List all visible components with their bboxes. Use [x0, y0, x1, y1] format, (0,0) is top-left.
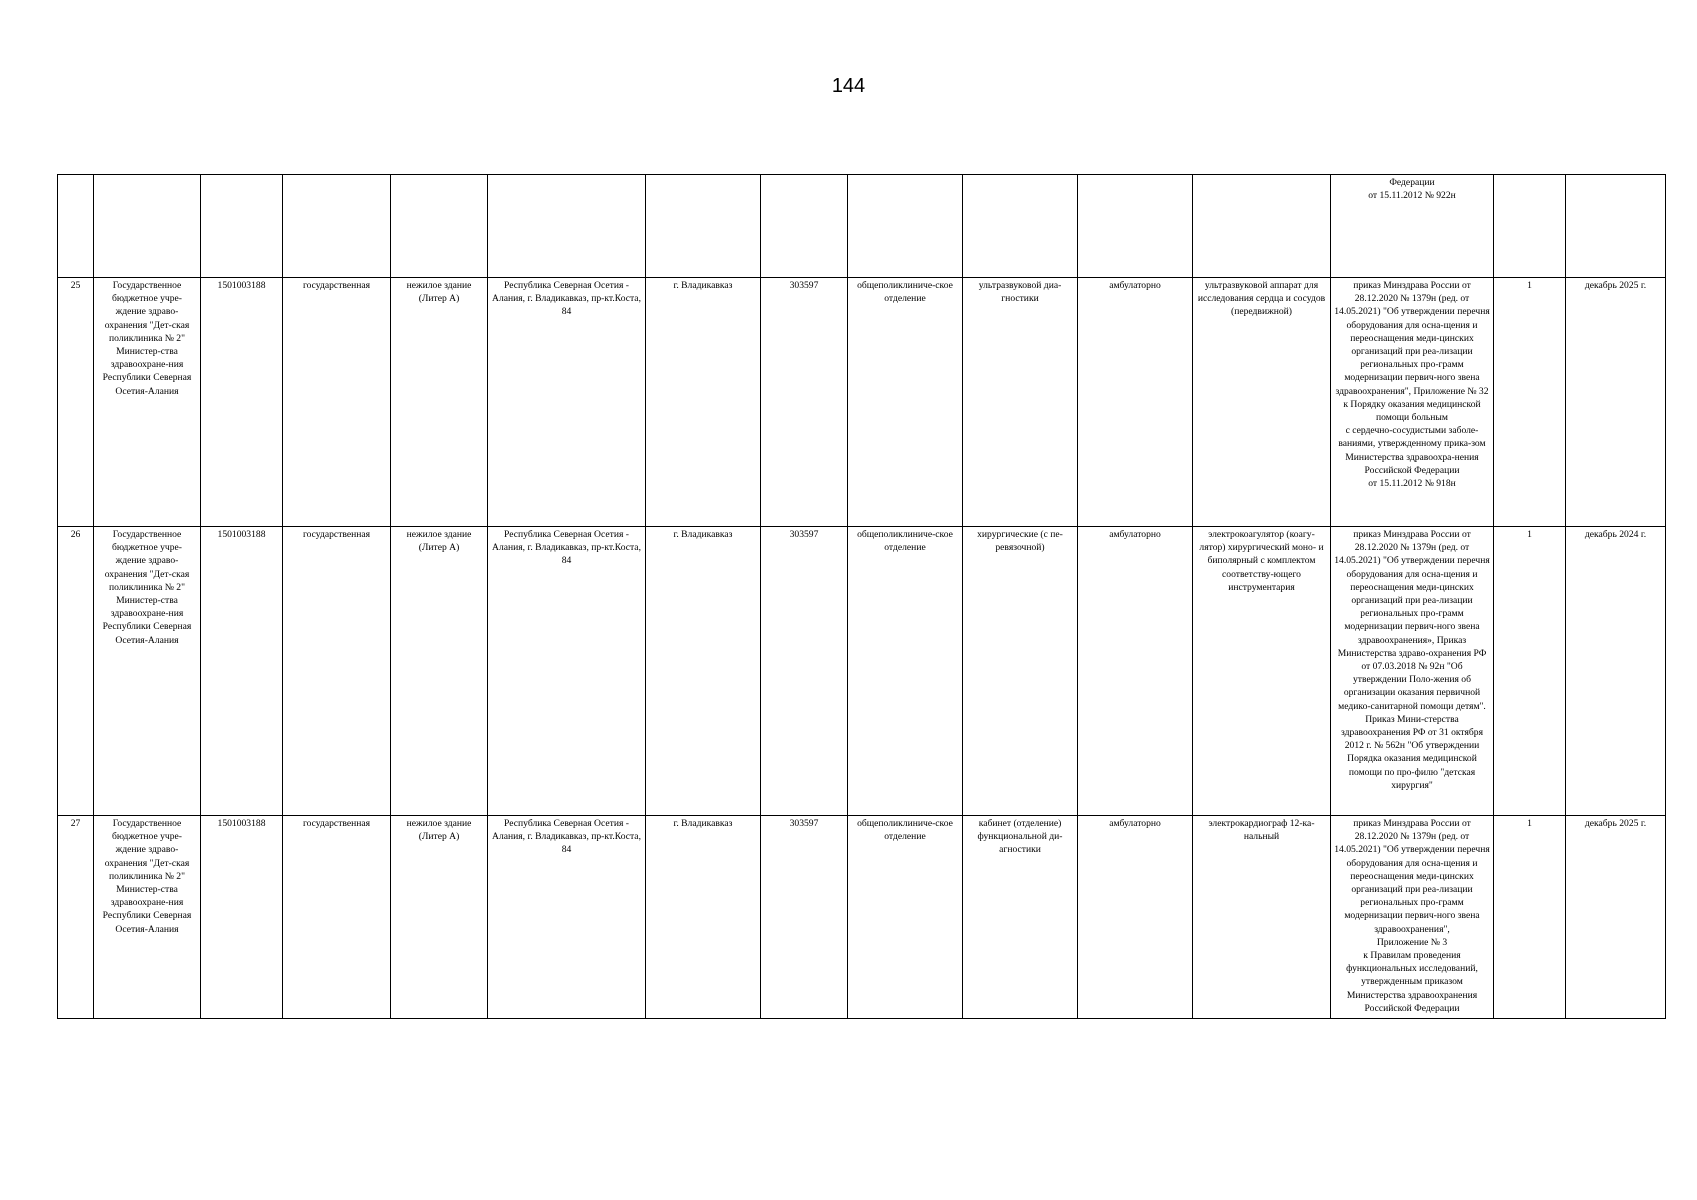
cell-department: общеполиклиниче-ское отделение	[848, 278, 963, 527]
cell-organization: Государственное бюджетное учре-ждение здраво-охранения "Дет-ская поликлиника № 2" Министер-ства здравоохране-ния Республики Северная Осетия-Алания	[94, 816, 201, 1019]
cell-building: нежилое здание (Литер А)	[391, 527, 488, 816]
cell-ownership: государственная	[283, 527, 391, 816]
cell-date	[1566, 175, 1666, 278]
cell-quantity: 1	[1494, 278, 1566, 527]
cell-inn: 1501003188	[201, 816, 283, 1019]
cell-date: декабрь 2024 г.	[1566, 527, 1666, 816]
cell-ownership: государственная	[283, 816, 391, 1019]
cell-inn	[201, 175, 283, 278]
cell-num: 27	[58, 816, 94, 1019]
cell-organization	[94, 175, 201, 278]
table-row	[58, 278, 1666, 527]
cell-care-type: амбулаторно	[1078, 527, 1193, 816]
cell-building: нежилое здание (Литер А)	[391, 816, 488, 1019]
cell-inn: 1501003188	[201, 527, 283, 816]
cell-building	[391, 175, 488, 278]
cell-unit	[963, 175, 1078, 278]
cell-ownership: государственная	[283, 278, 391, 527]
equipment-table	[57, 174, 1666, 1019]
cell-department: общеполиклиниче-ское отделение	[848, 527, 963, 816]
cell-order: приказ Минздрава России от 28.12.2020 № 1379н (ред. от 14.05.2021) "Об утверждении перечня оборудования для осна-щения и переоснащения меди-цинских организаций при реа-лизации региональных про-грамм модернизации первич-ного звена здравоохранения», Приказ Министерства здраво-охранения РФ от 07.03.2018 № 92н "Об утверждении Поло-жения об организации оказания первичной медико-санитарной помощи детям". Приказ Мини-стерства здравоохранения РФ от 31 октября 2012 г. № 562н "Об утверждении Порядка оказания медицинской помощи по про-филю "детская хирургия"	[1331, 527, 1494, 816]
cell-unit: кабинет (отделение) функциональной ди-агностики	[963, 816, 1078, 1019]
cell-order: приказ Минздрава России от 28.12.2020 № 1379н (ред. от 14.05.2021) "Об утверждении перечня оборудования для осна-щения и переоснащения меди-цинских организаций при реа-лизации региональных про-грамм модернизации первич-ного звена здравоохранения", Приложение № 3 к Правилам проведения функциональных исследований, утвержденным приказом Министерства здравоохранения Российской Федерации	[1331, 816, 1494, 1019]
cell-code: 303597	[761, 278, 848, 527]
cell-city: г. Владикавказ	[646, 278, 761, 527]
cell-quantity	[1494, 175, 1566, 278]
cell-department	[848, 175, 963, 278]
cell-city: г. Владикавказ	[646, 527, 761, 816]
cell-building: нежилое здание (Литер А)	[391, 278, 488, 527]
cell-num: 25	[58, 278, 94, 527]
table-row	[58, 527, 1666, 816]
cell-equipment: электрокоагулятор (коагу-лятор) хирургический моно- и биполярный с комплектом соответству-ющего инструментария	[1193, 527, 1331, 816]
cell-equipment: ультразвуковой аппарат для исследования сердца и сосудов (передвижной)	[1193, 278, 1331, 527]
cell-quantity: 1	[1494, 816, 1566, 1019]
cell-address	[488, 175, 646, 278]
cell-code	[761, 175, 848, 278]
cell-department: общеполиклиниче-ское отделение	[848, 816, 963, 1019]
cell-quantity: 1	[1494, 527, 1566, 816]
cell-date: декабрь 2025 г.	[1566, 816, 1666, 1019]
cell-equipment: электрокардиограф 12-ка-нальный	[1193, 816, 1331, 1019]
cell-equipment	[1193, 175, 1331, 278]
cell-unit: ультразвуковой диа-гностики	[963, 278, 1078, 527]
cell-ownership	[283, 175, 391, 278]
cell-order: приказ Минздрава России от 28.12.2020 № 1379н (ред. от 14.05.2021) "Об утверждении перечня оборудования для осна-щения и переоснащения меди-цинских организаций при реа-лизации региональных про-грамм модернизации первич-ного звена здравоохранения", Приложение № 32 к Порядку оказания медицинской помощи больным с сердечно-сосудистыми заболе-ваниями, утвержденному прика-зом Министерства здравоохра-нения Российской Федерации от 15.11.2012 № 918н	[1331, 278, 1494, 527]
cell-code: 303597	[761, 527, 848, 816]
cell-city	[646, 175, 761, 278]
cell-organization: Государственное бюджетное учре-ждение здраво-охранения "Дет-ская поликлиника № 2" Министер-ства здравоохране-ния Республики Северная Осетия-Алания	[94, 278, 201, 527]
table-row	[58, 816, 1666, 1019]
cell-care-type	[1078, 175, 1193, 278]
page-number: 144	[831, 75, 866, 97]
cell-address: Республика Северная Осетия - Алания, г. Владикавказ, пр-кт.Коста, 84	[488, 278, 646, 527]
cell-organization: Государственное бюджетное учре-ждение здраво-охранения "Дет-ская поликлиника № 2" Министер-ства здравоохране-ния Республики Северная Осетия-Алания	[94, 527, 201, 816]
cell-inn: 1501003188	[201, 278, 283, 527]
cell-order: Федерации от 15.11.2012 № 922н	[1331, 175, 1494, 278]
cell-unit: хирургические (с пе-ревязочной)	[963, 527, 1078, 816]
cell-address: Республика Северная Осетия - Алания, г. Владикавказ, пр-кт.Коста, 84	[488, 816, 646, 1019]
cell-num	[58, 175, 94, 278]
cell-care-type: амбулаторно	[1078, 278, 1193, 527]
cell-address: Республика Северная Осетия - Алания, г. Владикавказ, пр-кт.Коста, 84	[488, 527, 646, 816]
cell-date: декабрь 2025 г.	[1566, 278, 1666, 527]
cell-city: г. Владикавказ	[646, 816, 761, 1019]
cell-care-type: амбулаторно	[1078, 816, 1193, 1019]
continuation-row	[58, 175, 1666, 278]
cell-num: 26	[58, 527, 94, 816]
cell-code: 303597	[761, 816, 848, 1019]
